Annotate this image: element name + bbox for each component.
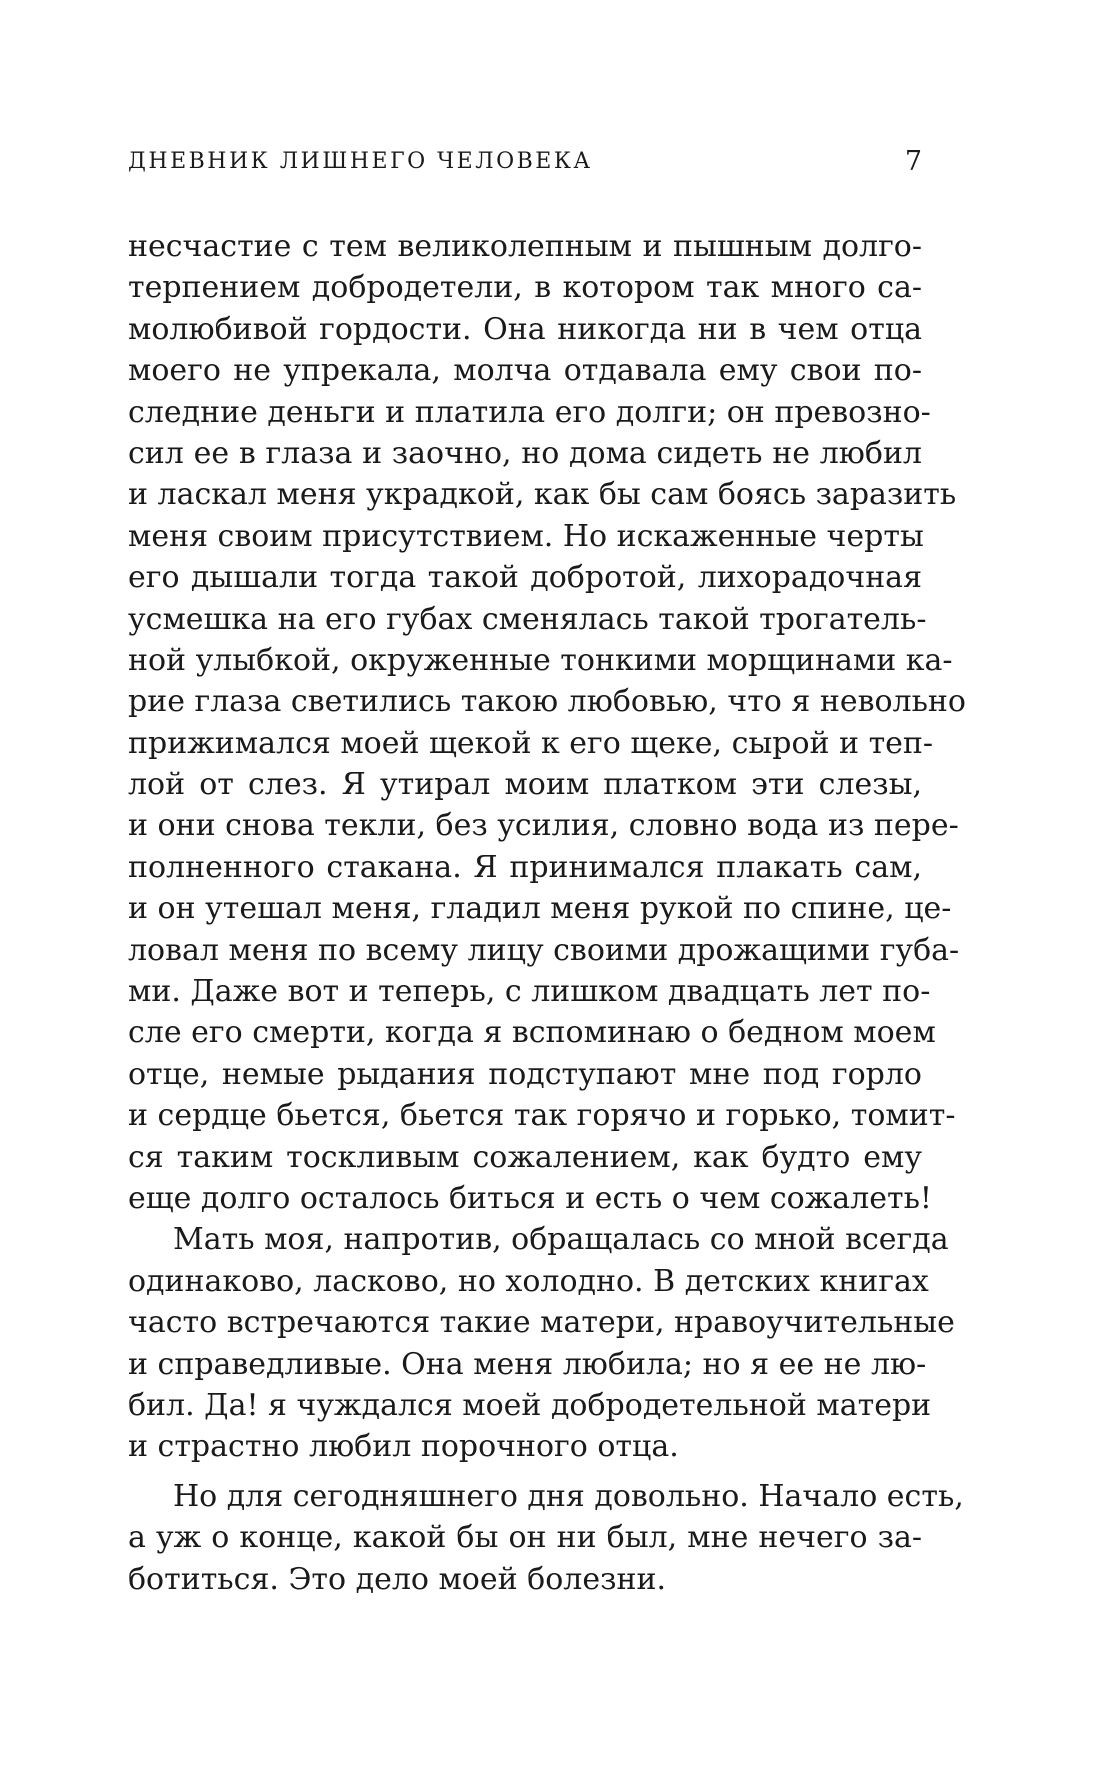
text-line: несчастие с тем великолепным и пышным долго-	[128, 229, 922, 264]
text-line: ми. Даже вот и теперь, с лишком двадцать лет по-	[128, 974, 931, 1010]
text-line: полненного стакана. Я принимался плакать сам,	[128, 849, 922, 885]
text-line: и сердце бьется, бьется так горячо и горько, томит-	[128, 1098, 956, 1134]
text-line: меня своим присутствием. Но искаженные черты	[128, 518, 924, 554]
text-line: молюбивой гордости. Она никогда ни в чем отца	[128, 311, 922, 347]
running-title: ДНЕВНИК ЛИШНЕГО ЧЕЛОВЕКА	[128, 149, 593, 174]
text-line: ботиться. Это дело моей болезни.	[128, 1561, 666, 1597]
text-line: отце, немые рыдания подступают мне под горло	[128, 1056, 922, 1092]
text-line: еще долго осталось биться и есть о чем сожалеть!	[128, 1180, 932, 1216]
body-text	[128, 226, 966, 1600]
paragraph-gap	[128, 1468, 922, 1476]
paragraph	[128, 1476, 964, 1600]
text-line: лой от слез. Я утирал моим платком эти слезы,	[128, 767, 922, 803]
text-line: ловал меня по всему лицу своими дрожащими губа-	[128, 932, 960, 968]
text-line: терпением добродетели, в котором так много са-	[128, 270, 922, 306]
paragraph	[128, 1219, 955, 1467]
text-line: его дышали тогда такой добротой, лихорадочная	[128, 560, 922, 596]
page-number: 7	[904, 146, 922, 177]
text-line: и справедливые. Она меня любила; но я ее не лю-	[128, 1346, 927, 1382]
text-line: часто встречаются такие матери, нравоучительные	[128, 1305, 955, 1341]
text-line: сил ее в глаза и заочно, но дома сидеть не любил	[128, 435, 922, 471]
text-line: а уж о конце, какой бы он ни был, мне нечего за-	[128, 1520, 922, 1556]
text-line: и ласкал меня украдкой, как бы сам боясь заразить	[128, 477, 957, 513]
text-line: одинаково, ласково, но холодно. В детских книгах	[128, 1263, 929, 1299]
text-line: сле его смерти, когда я вспоминаю о бедном моем	[128, 1015, 936, 1051]
text-line: рие глаза светились такою любовью, что я невольно	[128, 684, 966, 720]
text-line: Но для сегодняшнего дня довольно. Начало есть,	[173, 1478, 964, 1514]
text-line: ся таким тоскливым сожалением, как будто ему	[128, 1139, 922, 1175]
text-line: следние деньги и платила его долги; он превозно-	[128, 394, 931, 430]
text-line: прижимался моей щекой к его щеке, сырой и теп-	[128, 725, 934, 761]
paragraph	[128, 226, 966, 1219]
text-line: и они снова текли, без усилия, словно вода из пере-	[128, 808, 959, 844]
text-line: Мать моя, напротив, обращалась со мной всегда	[173, 1222, 949, 1258]
running-head	[128, 142, 922, 182]
text-line: усмешка на его губах сменялась такой трогатель-	[128, 601, 927, 637]
text-line: бил. Да! я чуждался моей добродетельной матери	[128, 1387, 932, 1423]
text-line: ной улыбкой, окруженные тонкими морщинами ка-	[128, 642, 953, 678]
text-line: и страстно любил порочного отца.	[128, 1429, 679, 1465]
text-line: и он утешал меня, гладил меня рукой по спине, це-	[128, 891, 952, 927]
text-line: моего не упрекала, молча отдавала ему свои по-	[128, 353, 922, 389]
